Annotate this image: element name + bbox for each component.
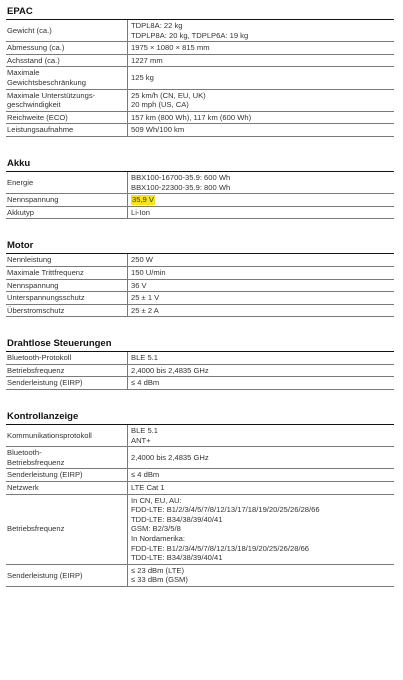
spec-row bbox=[6, 54, 394, 67]
spec-value-line: 25 km/h (CN, EU, UK) bbox=[131, 90, 206, 100]
spec-label bbox=[6, 172, 128, 194]
spec-row bbox=[6, 111, 394, 124]
spec-value bbox=[128, 20, 395, 42]
spec-label-line: Nennleistung bbox=[7, 255, 52, 265]
spec-table bbox=[6, 352, 394, 390]
spec-label bbox=[6, 20, 128, 42]
spec-table bbox=[6, 20, 394, 137]
spec-row bbox=[6, 482, 394, 495]
spec-value-line: Li-Ion bbox=[131, 207, 150, 217]
spec-value bbox=[128, 377, 395, 390]
spec-value-line: ≤ 4 dBm bbox=[131, 470, 160, 480]
section-title: Motor bbox=[6, 240, 394, 254]
spec-value bbox=[128, 54, 395, 67]
spec-label bbox=[6, 54, 128, 67]
spec-value-line: 25 ± 2 A bbox=[131, 305, 159, 315]
spec-value bbox=[128, 279, 395, 292]
spec-label-line: Akkutyp bbox=[7, 207, 35, 217]
spec-label bbox=[6, 494, 128, 564]
spec-row bbox=[6, 377, 394, 390]
spec-section bbox=[6, 240, 394, 317]
spec-label-line: Achsstand (ca.) bbox=[7, 55, 60, 65]
spec-value bbox=[128, 482, 395, 495]
spec-label bbox=[6, 42, 128, 55]
spec-value-line: BBX100-16700-35.9: 600 Wh bbox=[131, 172, 231, 182]
spec-row bbox=[6, 425, 394, 447]
spec-label bbox=[6, 377, 128, 390]
spec-row bbox=[6, 124, 394, 137]
spec-value bbox=[128, 425, 395, 447]
spec-value bbox=[128, 266, 395, 279]
spec-value-line: 20 mph (US, CA) bbox=[131, 100, 189, 110]
spec-value-line: BLE 5.1 bbox=[131, 353, 159, 363]
spec-row bbox=[6, 304, 394, 317]
spec-row bbox=[6, 266, 394, 279]
spec-row bbox=[6, 292, 394, 305]
spec-value bbox=[128, 172, 395, 194]
spec-value bbox=[128, 89, 395, 111]
highlighted-value: 35,9 V bbox=[132, 195, 154, 205]
spec-row bbox=[6, 67, 394, 89]
spec-value bbox=[128, 469, 395, 482]
spec-value-line: 1227 mm bbox=[131, 55, 163, 65]
spec-value bbox=[128, 206, 395, 219]
spec-row bbox=[6, 20, 394, 42]
spec-row bbox=[6, 447, 394, 469]
spec-label bbox=[6, 292, 128, 305]
spec-label-line: Gewichtsbeschränkung bbox=[7, 77, 86, 87]
spec-value-line: FDD-LTE: B1/2/3/4/5/7/8/12/13/18/19/20/25/26/28/66 bbox=[131, 543, 310, 553]
spec-value-line: ≤ 33 dBm (GSM) bbox=[131, 575, 188, 585]
spec-row bbox=[6, 352, 394, 364]
section-title: EPAC bbox=[6, 6, 394, 20]
spec-value-line: LTE Cat 1 bbox=[131, 483, 165, 493]
spec-label bbox=[6, 352, 128, 364]
spec-value-line: 1975 × 1080 × 815 mm bbox=[131, 43, 210, 53]
spec-value-line: 2,4000 bis 2,4835 GHz bbox=[131, 365, 209, 375]
spec-value-line: 36 V bbox=[131, 280, 147, 290]
spec-value-line: 25 ± 1 V bbox=[131, 293, 160, 303]
spec-row bbox=[6, 194, 394, 207]
spec-value bbox=[128, 447, 395, 469]
spec-value-line: 150 U/min bbox=[131, 267, 166, 277]
spec-label-line: Abmessung (ca.) bbox=[7, 43, 65, 53]
spec-section bbox=[6, 6, 394, 137]
spec-label-line: Reichweite (ECO) bbox=[7, 112, 68, 122]
spec-label bbox=[6, 425, 128, 447]
spec-value-line: In Nordamerika: bbox=[131, 534, 186, 543]
spec-row bbox=[6, 279, 394, 292]
spec-value-line: FDD-LTE: B1/2/3/4/5/7/8/12/13/17/18/19/20/25/26/28/66 bbox=[131, 505, 320, 515]
spec-label bbox=[6, 564, 128, 586]
spec-value-line: 2,4000 bis 2,4835 GHz bbox=[131, 453, 209, 463]
spec-label bbox=[6, 206, 128, 219]
spec-value-line: 509 Wh/100 km bbox=[131, 125, 185, 135]
spec-label bbox=[6, 364, 128, 377]
spec-label-line: Kommunikationsprotokoll bbox=[7, 430, 92, 440]
spec-value-line: TDPL8A: 22 kg bbox=[131, 21, 183, 30]
spec-section bbox=[6, 158, 394, 219]
spec-label bbox=[6, 67, 128, 89]
spec-row bbox=[6, 42, 394, 55]
section-title: Akku bbox=[6, 158, 394, 172]
spec-label bbox=[6, 447, 128, 469]
spec-value-line: In CN, EU, AU: bbox=[131, 495, 182, 505]
spec-value-line: 250 W bbox=[131, 255, 153, 265]
spec-row bbox=[6, 89, 394, 111]
spec-label-line: Senderleistung (EIRP) bbox=[7, 470, 83, 480]
spec-table bbox=[6, 425, 394, 587]
spec-label-line: Bluetooth-Protokoll bbox=[7, 353, 72, 363]
spec-label-line: Nennspannung bbox=[7, 280, 59, 290]
spec-label bbox=[6, 194, 128, 207]
spec-table bbox=[6, 254, 394, 317]
spec-label-line: Senderleistung (EIRP) bbox=[7, 570, 83, 580]
spec-label-line: Unterspannungsschutz bbox=[7, 293, 85, 303]
spec-label-line: Betriebsfrequenz bbox=[7, 524, 65, 534]
spec-label-line: Überstromschutz bbox=[7, 305, 65, 315]
spec-row bbox=[6, 206, 394, 219]
spec-label bbox=[6, 469, 128, 482]
spec-value bbox=[128, 194, 395, 207]
spec-label-line: Energie bbox=[7, 177, 34, 187]
spec-label-line: Bluetooth- bbox=[7, 448, 42, 458]
spec-value bbox=[128, 494, 395, 564]
spec-label-line: Maximale Trittfrequenz bbox=[7, 267, 84, 277]
spec-value bbox=[128, 124, 395, 137]
spec-label-line: Senderleistung (EIRP) bbox=[7, 378, 83, 388]
spec-value bbox=[128, 364, 395, 377]
spec-value-line: ≤ 4 dBm bbox=[131, 378, 160, 388]
spec-value-line: ≤ 23 dBm (LTE) bbox=[131, 565, 184, 575]
spec-value-line: TDPLP8A: 20 kg, TDPLP6A: 19 kg bbox=[131, 30, 249, 40]
spec-label-line: Maximale Unterstützungs- bbox=[7, 90, 96, 100]
spec-value-line: BLE 5.1 bbox=[131, 426, 159, 436]
spec-label-line: geschwindigkeit bbox=[7, 100, 61, 110]
spec-label bbox=[6, 304, 128, 317]
spec-value bbox=[128, 292, 395, 305]
spec-row bbox=[6, 494, 394, 564]
spec-value-line: GSM: B2/3/5/8 bbox=[131, 524, 181, 534]
spec-row bbox=[6, 254, 394, 266]
spec-label-line: Netzwerk bbox=[7, 483, 39, 493]
spec-value bbox=[128, 304, 395, 317]
spec-section bbox=[6, 338, 394, 390]
spec-label-line: Leistungsaufnahme bbox=[7, 125, 74, 135]
spec-value bbox=[128, 352, 395, 364]
spec-value bbox=[128, 111, 395, 124]
spec-label bbox=[6, 279, 128, 292]
spec-label-line: Betriebsfrequenz bbox=[7, 457, 65, 467]
spec-section bbox=[6, 411, 394, 587]
spec-value bbox=[128, 564, 395, 586]
section-title: Drahtlose Steuerungen bbox=[6, 338, 394, 352]
spec-label bbox=[6, 89, 128, 111]
spec-label-line: Nennspannung bbox=[7, 195, 59, 205]
spec-row bbox=[6, 564, 394, 586]
spec-row bbox=[6, 469, 394, 482]
spec-value-line: TDD-LTE: B34/38/39/40/41 bbox=[131, 514, 223, 524]
spec-value bbox=[128, 254, 395, 266]
spec-label bbox=[6, 254, 128, 266]
spec-row bbox=[6, 172, 394, 194]
spec-value-line: BBX100-22300-35.9: 800 Wh bbox=[131, 182, 231, 192]
spec-value-line: 125 kg bbox=[131, 73, 154, 83]
spec-label bbox=[6, 111, 128, 124]
spec-label bbox=[6, 266, 128, 279]
section-title: Kontrollanzeige bbox=[6, 411, 394, 425]
spec-value-line: TDD-LTE: B34/38/39/40/41 bbox=[131, 553, 223, 563]
spec-value bbox=[128, 42, 395, 55]
spec-value bbox=[128, 67, 395, 89]
spec-label-line: Maximale bbox=[7, 68, 40, 78]
spec-value-line: 157 km (800 Wh), 117 km (600 Wh) bbox=[131, 112, 252, 122]
spec-table bbox=[6, 172, 394, 219]
spec-label bbox=[6, 482, 128, 495]
spec-label-line: Betriebsfrequenz bbox=[7, 365, 65, 375]
spec-label-line: Gewicht (ca.) bbox=[7, 25, 52, 35]
spec-label bbox=[6, 124, 128, 137]
spec-value-line: ANT+ bbox=[131, 435, 151, 445]
spec-row bbox=[6, 364, 394, 377]
